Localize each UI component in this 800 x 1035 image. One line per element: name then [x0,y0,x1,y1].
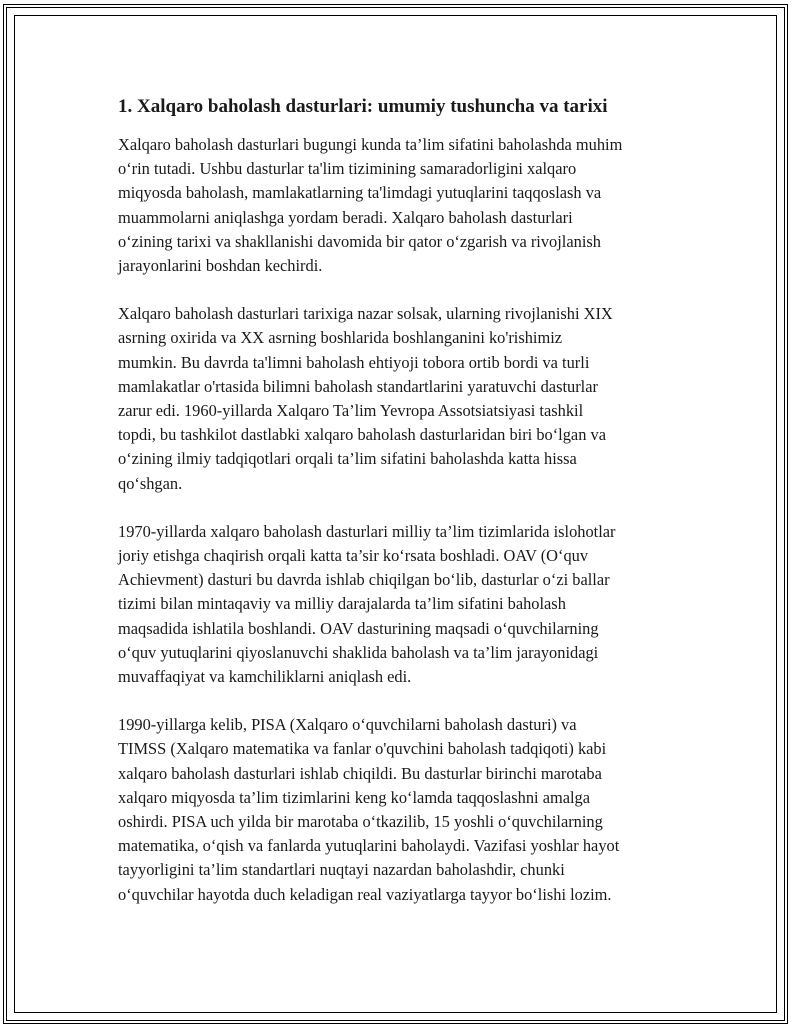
text-line: tayyorligini ta’lim standartlari nuqtayi nazardan baholashdir, chunki [118,860,565,880]
text-line: Achievment) dasturi bu davrda ishlab chiqilgan bo‘lib, dasturlar o‘zi ballar [118,570,610,590]
paragraph [118,520,698,689]
text-line: o‘rin tutadi. Ushbu dasturlar ta'lim tizimining samaradorligini xalqaro [118,159,577,179]
text-line: o‘zining ilmiy tadqiqotlari orqali ta’lim sifatini baholashda katta hissa [118,449,577,469]
text-line: xalqaro miqyosda ta’lim tizimlarini keng ko‘lamda taqqoslashni amalga [118,787,591,807]
document-body [118,95,698,931]
text-line: miqyosda baholash, mamlakatlarning ta'limdagi yutuqlarini taqqoslash va [118,183,602,203]
text-line: matematika, o‘qish va fanlarda yutuqlarini baholaydi. Vazifasi yoshlar hayot [118,836,620,856]
text-line: asrning oxirida va XX asrning boshlarida boshlanganini ko'rishimiz [118,328,563,348]
text-line: mamlakatlar o'rtasida bilimni baholash standartlarini yaratuvchi dasturlar [118,376,598,396]
paragraph [118,302,698,496]
section-heading: 1. Xalqaro baholash dasturlari: umumiy tushuncha va tarixi [118,96,608,117]
text-line: joriy etishga chaqirish orqali katta ta’sir ko‘rsata boshladi. OAV (O‘quv [118,546,589,566]
text-line: 1990-yillarga kelib, PISA (Xalqaro o‘quvchilarni baholash dasturi) va [118,715,577,735]
text-line: o‘quv yutuqlarini qiyoslanuvchi shaklida baholash va ta’lim jarayonidagi [118,642,599,662]
text-line: qo‘shgan. [118,473,183,493]
text-line: xalqaro baholash dasturlari ishlab chiqildi. Bu dasturlar birinchi marotaba [118,763,602,783]
text-line: topdi, bu tashkilot dastlabki xalqaro baholash dasturlaridan biri bo‘lgan va [118,425,606,445]
text-line: oshirdi. PISA uch yilda bir marotaba o‘tkazilib, 15 yoshli o‘quvchilarning [118,812,603,832]
text-line: o‘quvchilar hayotda duch keladigan real vaziyatlarga tayyor bo‘lishi lozim. [118,884,612,904]
paragraph-list [118,133,698,907]
text-line: Xalqaro baholash dasturlari bugungi kunda ta’lim sifatini baholashda muhim [118,135,623,154]
text-line: o‘zining tarixi va shakllanishi davomida bir qator o‘zgarish va rivojlanish [118,231,601,251]
text-line: zarur edi. 1960-yillarda Xalqaro Ta’lim Yevropa Assotsiatsiyasi tashkil [118,401,584,421]
paragraph [118,713,698,907]
text-line: TIMSS (Xalqaro matematika va fanlar o'quvchini baholash tadqiqoti) kabi [118,739,607,759]
text-line: tizimi bilan mintaqaviy va milliy darajalarda ta’lim sifatini baholash [118,594,566,614]
text-line: 1970-yillarda xalqaro baholash dasturlari milliy ta’lim tizimlarida islohotlar [118,521,616,541]
text-line: Xalqaro baholash dasturlari tarixiga nazar solsak, ularning rivojlanishi XIX [118,304,613,324]
paragraph [118,133,698,278]
text-line: maqsadida ishlatila boshlandi. OAV dasturining maqsadi o‘quvchilarning [118,618,599,638]
text-line: muvaffaqiyat va kamchiliklarni aniqlash edi. [118,667,412,687]
text-line: muammolarni aniqlashga yordam beradi. Xalqaro baholash dasturlari [118,207,573,227]
text-line: mumkin. Bu davrda ta'limni baholash ehtiyoji tobora ortib bordi va turli [118,352,590,372]
text-line: jarayonlarini boshdan kechirdi. [118,256,323,276]
